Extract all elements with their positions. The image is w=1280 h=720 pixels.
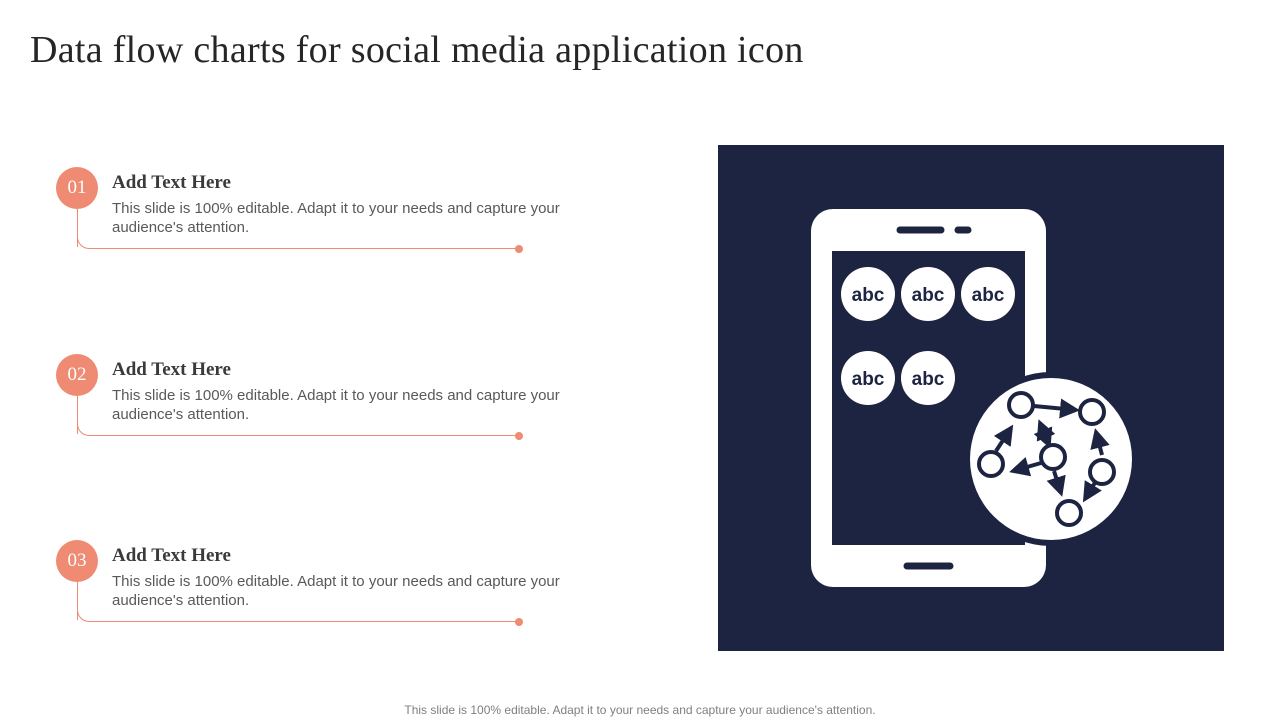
app-label: abc [851,285,885,306]
list-item-2 [56,354,596,464]
flow-node [1080,400,1104,424]
app-bubble [901,267,955,321]
item-heading: Add Text Here [112,172,231,193]
flow-node [1057,501,1081,525]
app-label: abc [911,369,945,390]
icon-panel [718,145,1224,651]
connector-dot [515,432,523,440]
connector-line [88,248,518,249]
connector-dot [515,618,523,626]
connector-line [88,621,518,622]
flow-node [1009,393,1033,417]
item-description: This slide is 100% editable. Adapt it to your needs and capture your audience's attention. [112,387,560,423]
connector-dot [515,245,523,253]
app-bubble [901,351,955,405]
app-label: abc [971,285,1005,306]
app-bubble [841,267,895,321]
step-number-badge: 02 [56,354,98,396]
social-media-data-flow-icon [718,145,1224,651]
list-item-3 [56,540,596,650]
item-heading: Add Text Here [112,359,231,380]
page-title: Data flow charts for social media application icon [30,29,804,71]
flow-node [979,452,1003,476]
flow-node [1090,460,1114,484]
app-bubble [841,351,895,405]
app-label: abc [911,285,945,306]
connector-line [88,435,518,436]
item-description: This slide is 100% editable. Adapt it to your needs and capture your audience's attention. [112,573,560,609]
list-item-1 [56,167,596,277]
flow-node [1041,445,1065,469]
item-heading: Add Text Here [112,545,231,566]
app-label: abc [851,369,885,390]
app-bubble [961,267,1015,321]
step-number-badge: 01 [56,167,98,209]
step-number-badge: 03 [56,540,98,582]
footer-note: This slide is 100% editable. Adapt it to your needs and capture your audience's attention. [404,703,876,717]
item-description: This slide is 100% editable. Adapt it to your needs and capture your audience's attention. [112,200,560,236]
